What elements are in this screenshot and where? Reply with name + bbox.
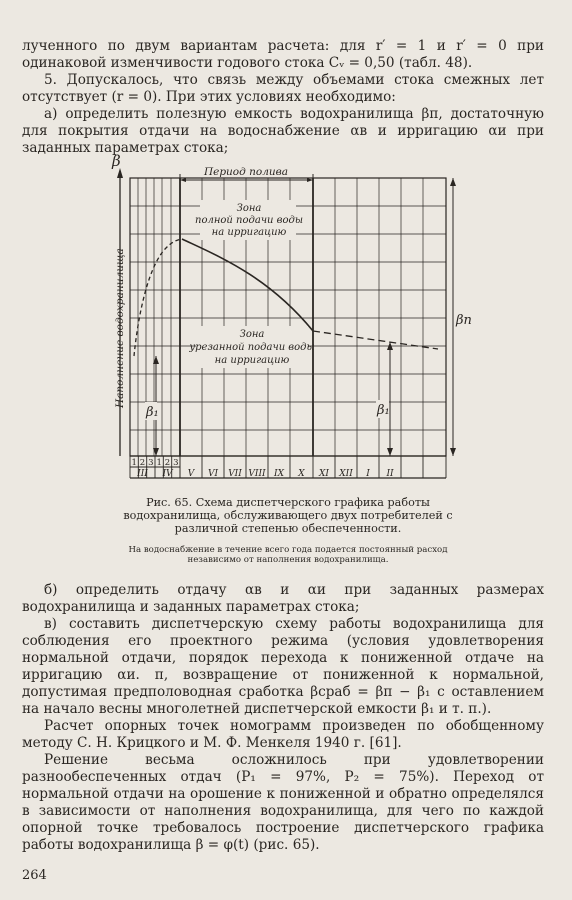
decade-label: 1 [156,458,162,468]
beta-p-label: βп [456,313,472,328]
drawdown-curve [182,239,313,331]
paragraph: а) определить полезную емкость водохранилища βп, достаточную для покрытия отдачи на водоснабжение αв и ирригацию αи при заданных параметрах стока; [22,106,544,156]
zone-full-label-1: Зона [236,203,262,214]
zone-cut-label-2: урезанной подачи воды [189,342,315,353]
beta-p-arrow-bottom [450,448,456,456]
decade-label: 1 [131,458,137,468]
decade-label: 3 [148,458,154,468]
y-axis-symbol: β [112,152,121,170]
decade-label: 2 [139,458,146,468]
month-label: XII [339,469,353,479]
beta1-left-label: β₁ [146,405,159,420]
period-label: Период полива [203,166,289,178]
bottom-text [22,582,544,854]
zone-full-label-3: на ирригацию [211,227,287,238]
month-label: IV [162,469,173,479]
decade-label: 3 [173,458,179,468]
beta1-right-arrow-bottom [387,448,393,456]
top-text [22,38,544,157]
figure-note: На водоснабжение в течение всего года подается постоянный расход независимо от наполнения водохранилища. [128,545,448,565]
month-label: VII [228,469,242,479]
month-label: I [366,469,370,479]
paragraph: 5. Допускалось, что связь между объемами стока смежных лет отсутствует (r = 0). При этих условиях необходимо: [22,72,544,105]
dispatch-chart [108,152,472,496]
figure-caption: Рис. 65. Схема диспетчерского графика работы водохранилища, обслуживающего двух потребителей с различной степенью обеспеченности. [123,496,453,535]
month-label: X [298,469,305,479]
zone-full-label-2: полной подачи воды [195,215,303,226]
paragraph: Расчет опорных точек номограмм произведен по обобщенному методу С. Н. Крицкого и М. Ф. Менкеля 1940 г. [61]. [22,718,544,751]
beta1-right-label: β₁ [377,403,390,418]
paragraph: в) составить диспетчерскую схему работы водохранилища для соблюдения его проектного режима (условия удовлетворения нормальной отдачи, порядок перехода к пониженной отдаче на ирригацию αи. п, возвращение от пониженной к нормальной, допустимая предполоводная сработка βсраб = βп − β₁ с оставлением на начало весны многолетней диспетчерской емкости β₁ и т. п.). [22,616,544,717]
month-label: V [187,469,195,479]
month-label: VI [207,469,219,479]
page-number: 264 [22,868,47,883]
zone-cut-label-3: на ирригацию [214,355,290,366]
decade-label: 2 [164,458,171,468]
month-label: III [137,469,148,479]
paragraph: Решение весьма осложнилось при удовлетворении разнообеспеченных отдач (P₁ = 97%, P₂ = 75%). Переход от нормальной отдачи на орошение к пониженной и обратно определялся в зависимости от наполнения водохранилища, для чего по каждой опорной точке требовалось построение диспетчерского графика работы водохранилища β = φ(t) (рис. 65). [22,752,544,853]
month-label: VIII [248,469,266,479]
paragraph: лученного по двум вариантам расчета: для r′ = 1 и r′ = 0 при одинаковой изменчивости годового стока Cᵥ = 0,50 (табл. 48). [22,38,544,71]
filling-curve-dashed [134,239,182,356]
figure-65 [108,152,472,496]
month-label: XI [319,469,329,479]
month-label: II [386,469,394,479]
paragraph: б) определить отдачу αв и αи при заданных размерах водохранилища и заданных параметрах стока; [22,582,544,615]
zone-cut-label-1: Зона [239,329,265,340]
y-axis-label: Наполнение водохранилища [114,248,126,408]
month-label: IX [274,469,284,479]
beta-p-arrow-top [450,178,456,186]
